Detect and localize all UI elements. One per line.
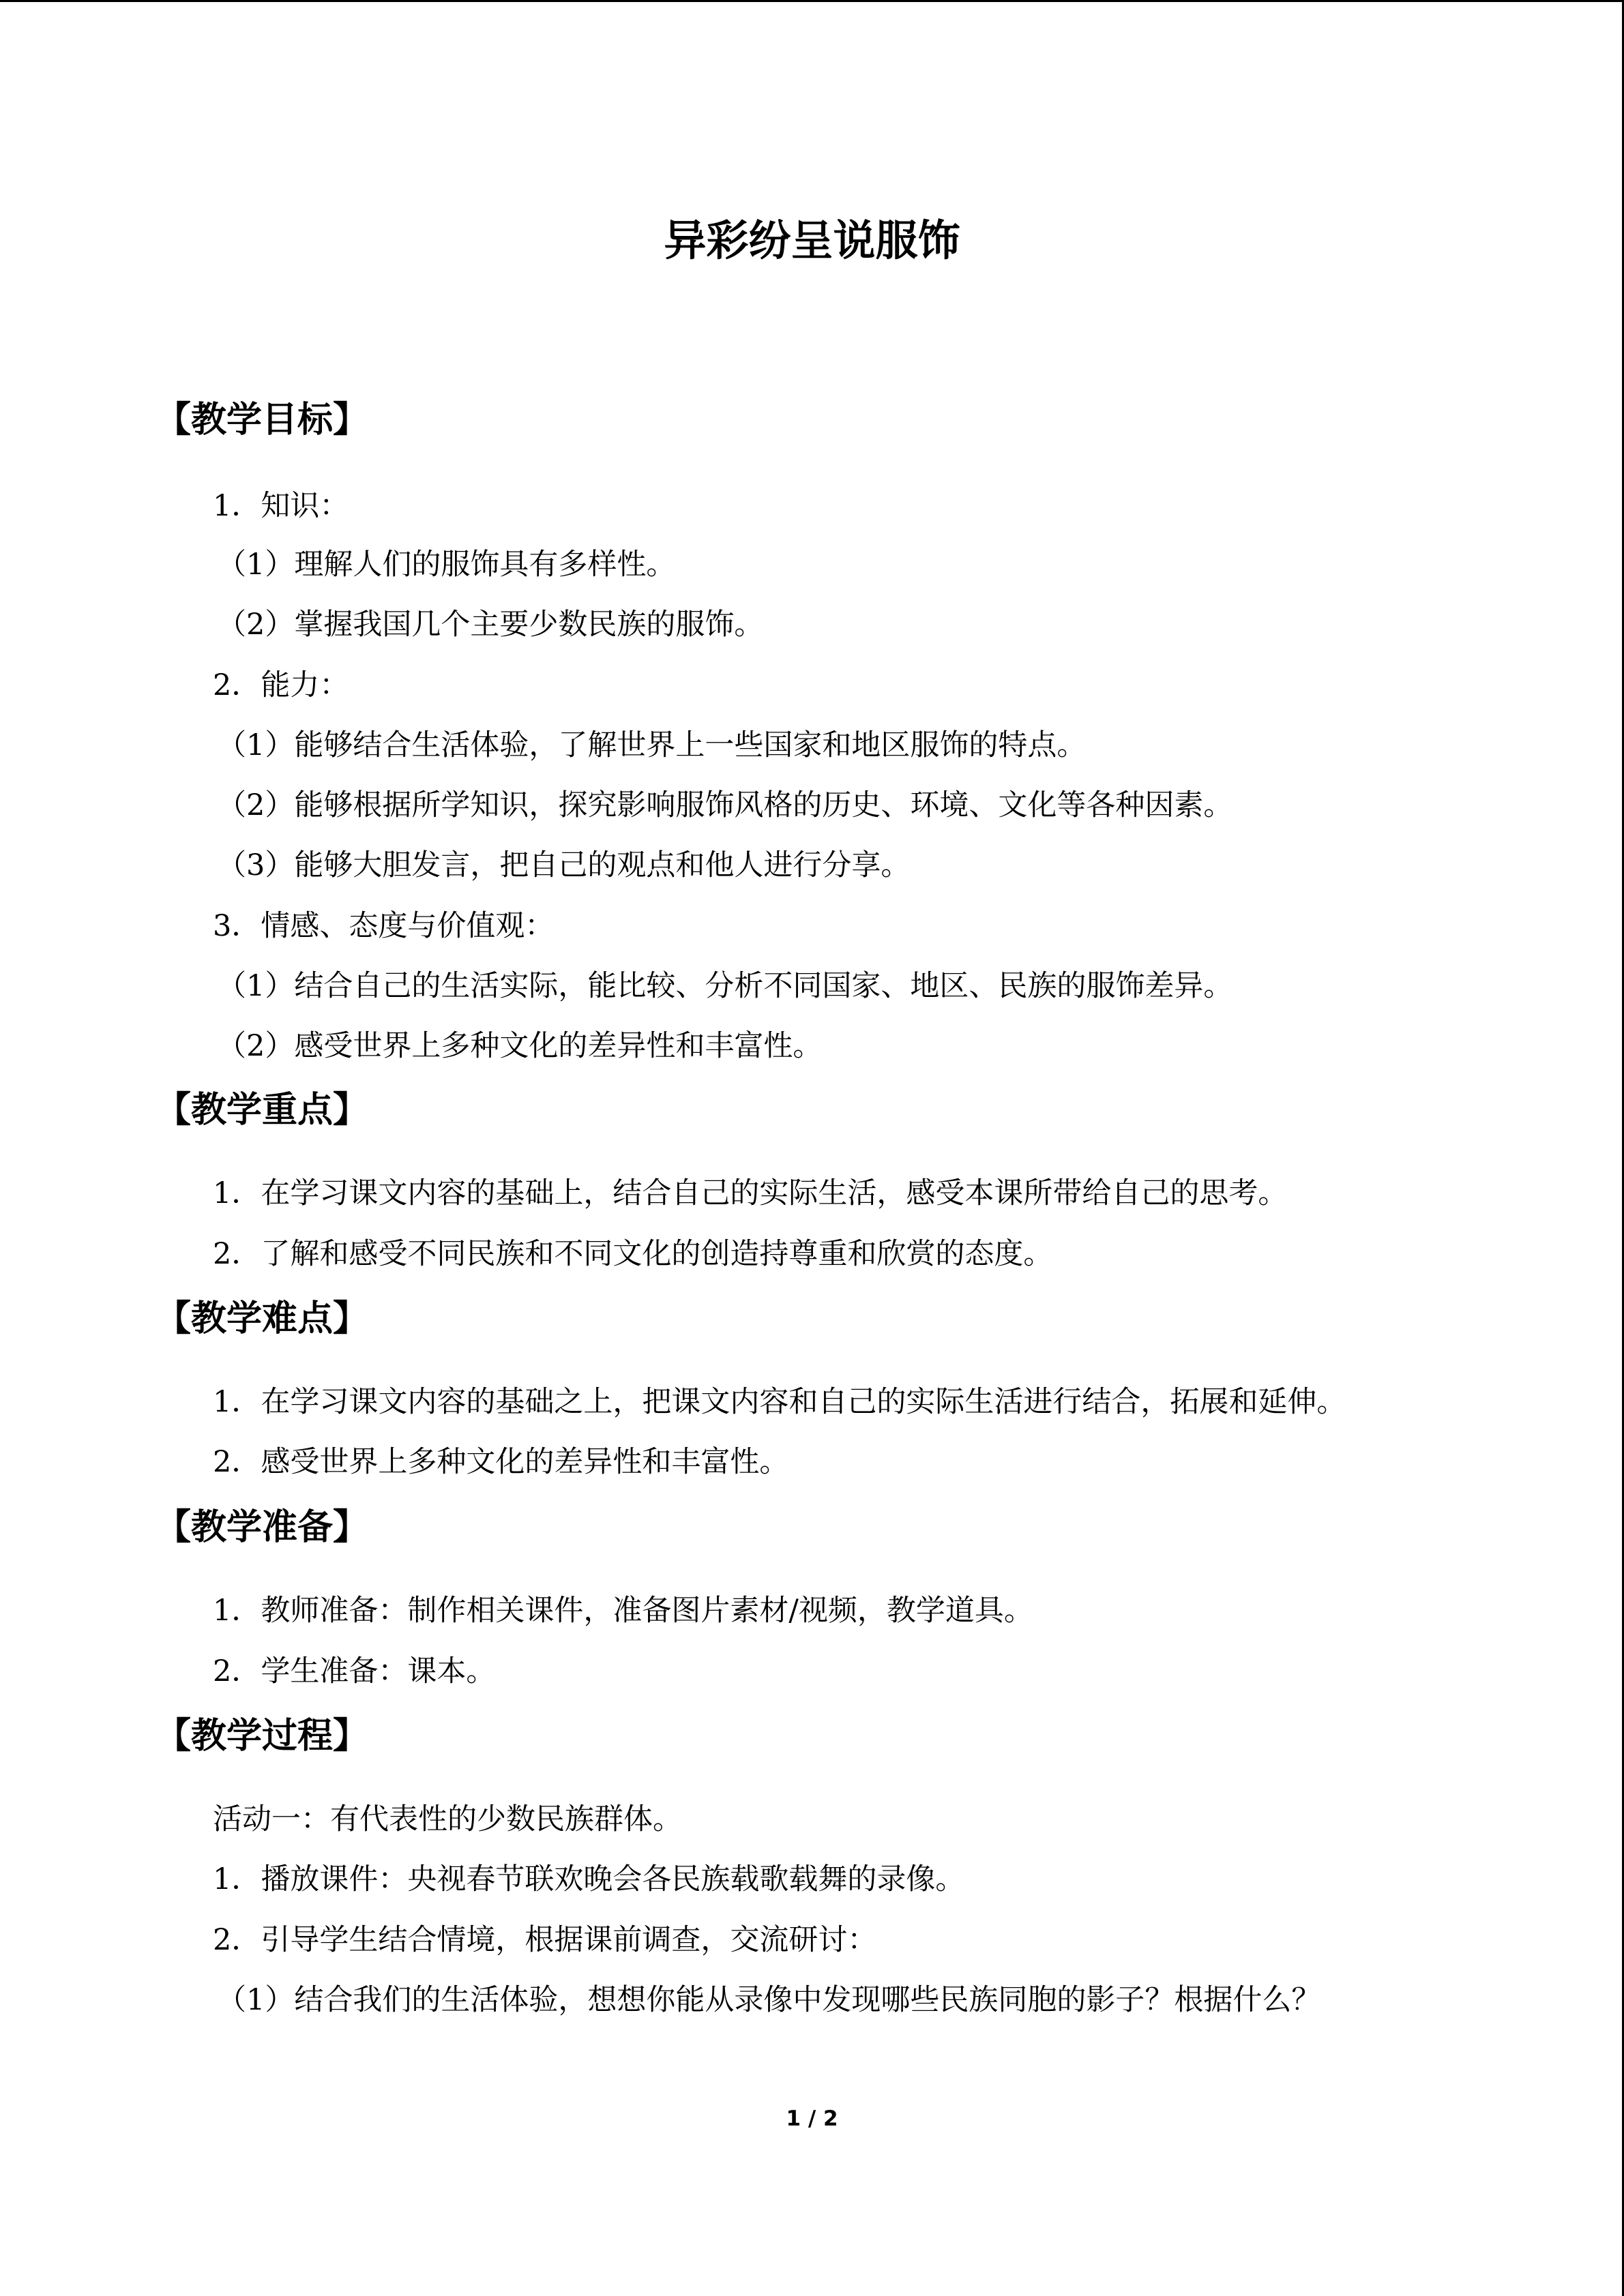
section-heading-process: 【教学过程】	[156, 1716, 369, 1757]
section-heading-key-points: 【教学重点】	[156, 1090, 369, 1131]
process-line: 活动一：有代表性的少数民族群体。	[213, 1802, 682, 1836]
objective-line: 2．能力：	[213, 668, 349, 702]
process-line: 1．播放课件：央视春节联欢晚会各民族载歌载舞的录像。	[213, 1862, 965, 1896]
objective-line: （2）掌握我国几个主要少数民族的服饰。	[217, 608, 764, 642]
objective-line: （1）理解人们的服饰具有多样性。	[217, 548, 676, 582]
section-heading-objectives: 【教学目标】	[156, 400, 369, 441]
objective-line: 1．知识：	[213, 489, 349, 523]
objective-line: （1）结合自己的生活实际，能比较、分析不同国家、地区、民族的服饰差异。	[217, 969, 1233, 1003]
section-heading-difficulties: 【教学难点】	[156, 1298, 369, 1339]
preparation-line: 2．学生准备：课本。	[213, 1654, 496, 1688]
page-number: 1 / 2	[786, 2106, 838, 2131]
objective-line: （3）能够大胆发言，把自己的观点和他人进行分享。	[217, 848, 911, 882]
objective-line: （1）能够结合生活体验，了解世界上一些国家和地区服饰的特点。	[217, 728, 1087, 762]
section-heading-preparation: 【教学准备】	[156, 1507, 369, 1548]
process-line: 2．引导学生结合情境，根据课前调查，交流研讨：	[213, 1923, 877, 1957]
document-title: 异彩纷呈说服饰	[664, 215, 960, 265]
preparation-line: 1．教师准备：制作相关课件，准备图片素材/视频，教学道具。	[213, 1594, 1033, 1628]
objective-line: （2）能够根据所学知识，探究影响服饰风格的历史、环境、文化等各种因素。	[217, 788, 1233, 822]
key-point-line: 1．在学习课文内容的基础上，结合自己的实际生活，感受本课所带给自己的思考。	[213, 1176, 1288, 1210]
process-line: （1）结合我们的生活体验，想想你能从录像中发现哪些民族同胞的影子？根据什么？	[217, 1983, 1321, 2017]
objective-line: 3．情感、态度与价值观：	[213, 909, 555, 943]
difficulty-line: 2．感受世界上多种文化的差异性和丰富性。	[213, 1445, 789, 1479]
difficulty-line: 1．在学习课文内容的基础之上，把课文内容和自己的实际生活进行结合，拓展和延伸。	[213, 1385, 1346, 1419]
key-point-line: 2．了解和感受不同民族和不同文化的创造持尊重和欣赏的态度。	[213, 1237, 1053, 1271]
objective-line: （2）感受世界上多种文化的差异性和丰富性。	[217, 1029, 823, 1063]
